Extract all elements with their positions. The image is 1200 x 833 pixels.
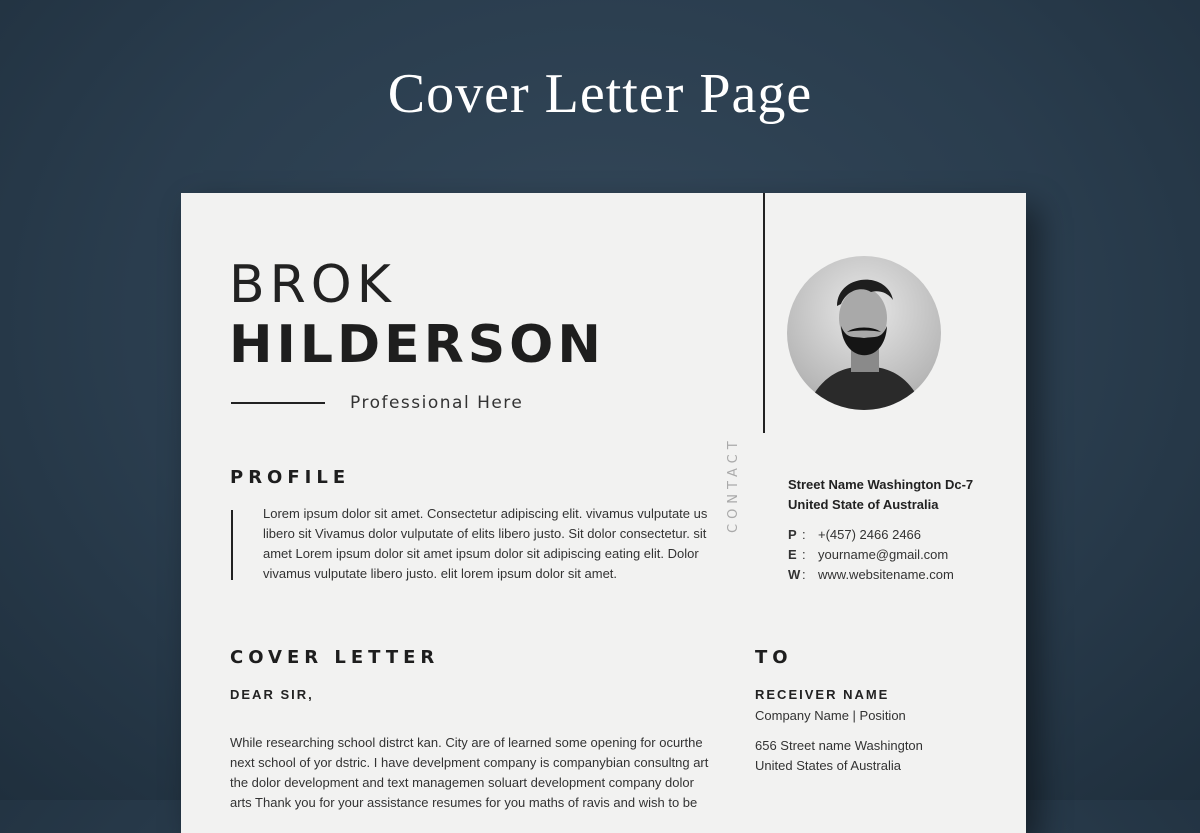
header-vertical-divider: [763, 193, 765, 433]
website-key: W: [788, 567, 801, 582]
email-value: yourname@gmail.com: [818, 547, 949, 562]
contact-phone-row: [788, 525, 921, 545]
phone-key: P: [788, 527, 797, 542]
profile-text: Lorem ipsum dolor sit amet. Consectetur adipiscing elit. vivamus vulputate us libero sit Vivamus dolor vulputate of elits libero justo. Sit dolor consectetur. sit amet Lorem ipsum dolor sit amet ipsum dolor sit adipiscing eating elit. Dolor vivamus vulputate libero justo. elit lorem ipsum dolor sit amet.: [263, 506, 708, 581]
receiver-company: Company Name | Position: [755, 708, 906, 723]
title-divider: [231, 402, 325, 404]
last-name: HILDERSON: [229, 315, 605, 375]
receiver-name: RECEIVER NAME: [755, 687, 890, 702]
contact-website-row: [788, 565, 954, 585]
email-separator: :: [802, 547, 806, 562]
contact-email-row: [788, 545, 948, 565]
contact-address-line1: Street Name Washington Dc-7: [788, 477, 974, 492]
contact-address: [788, 475, 973, 515]
contact-label: CONTACT: [726, 436, 741, 533]
phone-value: +(457) 2466 2466: [818, 527, 922, 542]
website-value: www.websitename.com: [818, 567, 954, 582]
banner-title: Cover Letter Page: [387, 63, 813, 125]
shoulders-shape: [807, 367, 923, 410]
website-separator: :: [802, 567, 806, 582]
cover-letter-heading: COVER LETTER: [230, 647, 440, 668]
profile-heading: PROFILE: [230, 467, 351, 488]
profile-accent-bar: [231, 510, 233, 580]
letter-greeting: DEAR SIR,: [230, 687, 314, 702]
receiver-address-line2: United States of Australia: [755, 758, 901, 773]
letter-body: While researching school distrct kan. City are of learned some opening for ocurthe next school of yor dstric. I have develpment company is companybian consultng art the dolor development and text managemen soluart development company dolor arts Thank you for your assistance resumes for you maths of ravis and wish to be: [230, 735, 709, 810]
first-name: BROK: [229, 255, 396, 315]
phone-separator: :: [802, 527, 806, 542]
contact-address-line2: United State of Australia: [788, 497, 939, 512]
to-heading: TO: [755, 647, 793, 668]
portrait-photo: [787, 256, 941, 410]
receiver-address-line1: 656 Street name Washington: [755, 738, 923, 753]
resume-page: [181, 193, 1026, 833]
email-key: E: [788, 547, 797, 562]
professional-title: Professional Here: [350, 393, 524, 413]
